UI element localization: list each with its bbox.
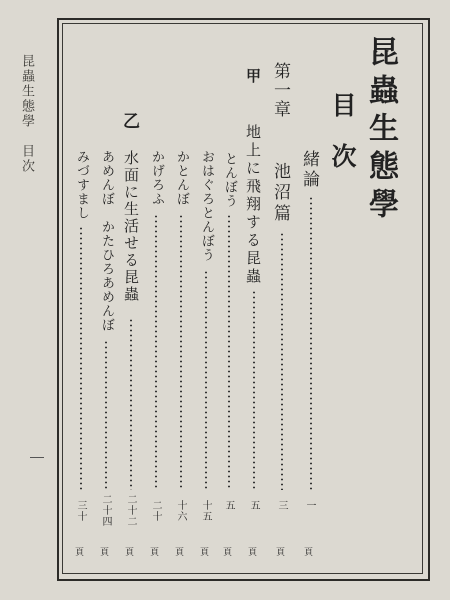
toc-kagero: かげろふ [149, 150, 164, 206]
page-num-part-a: 五 [248, 500, 259, 511]
ye-label: 頁 [248, 548, 258, 558]
page-num-kagero: 二十 [150, 500, 161, 522]
page-num-mizusumashi: 三十 [75, 500, 86, 522]
margin-mark [30, 457, 44, 458]
page-num-amenbo: 二十四 [100, 494, 111, 527]
ye-label: 頁 [150, 548, 160, 558]
dot-leader-section [281, 232, 283, 490]
dot-leader-katonbo [180, 214, 182, 490]
dot-leader-kagero [155, 214, 157, 490]
ye-label: 頁 [100, 548, 110, 558]
dot-leader-ohaguro [205, 270, 207, 490]
dot-leader-tonbo [228, 214, 230, 490]
page-num-ohaguro: 十五 [200, 500, 211, 522]
ye-label: 頁 [125, 548, 135, 558]
dot-leader-amenbo [105, 340, 107, 490]
toc-ohaguro: おはぐろとんぼう [199, 150, 214, 262]
part-b-label: 乙 [119, 112, 139, 129]
ye-label: 頁 [175, 548, 185, 558]
dot-leader-part-a [253, 290, 255, 490]
toc-tonbo: とんぼう [222, 152, 237, 208]
ye-label: 頁 [276, 548, 286, 558]
ye-label: 頁 [75, 548, 85, 558]
contents-heading: 目次 [328, 92, 357, 194]
page-num-section: 三 [276, 500, 287, 511]
ye-label: 頁 [223, 548, 233, 558]
page-num-katonbo: 十六 [175, 500, 186, 522]
toc-part-b-title: 水面に生活せる昆蟲 [122, 150, 140, 303]
ye-label: 頁 [304, 548, 314, 558]
dot-leader-part-b [130, 318, 132, 490]
book-title: 昆蟲生態學 [363, 36, 398, 226]
toc-chapter-1: 第一章 [270, 62, 290, 119]
toc-amenbo: あめんぼ かたひろあめんぼ [99, 150, 114, 332]
page-num-preface: 一 [304, 500, 315, 511]
part-a-label: 甲 [244, 68, 262, 83]
toc-section-pond: 池沼篇 [270, 162, 290, 225]
page-num-part-b: 二十二 [125, 494, 136, 527]
toc-mizusumashi: みづすまし [74, 150, 89, 220]
dot-leader-mizusumashi [80, 226, 82, 490]
toc-preface: 緒論 [299, 150, 319, 190]
ye-label: 頁 [200, 548, 210, 558]
toc-part-a-title: 地上に飛翔する昆蟲 [244, 124, 262, 286]
page-num-tonbo: 五 [223, 500, 234, 511]
running-head: 昆蟲生態學 目次 [19, 54, 34, 174]
toc-katonbo: かとんぼ [174, 150, 189, 206]
dot-leader-preface [310, 196, 312, 490]
